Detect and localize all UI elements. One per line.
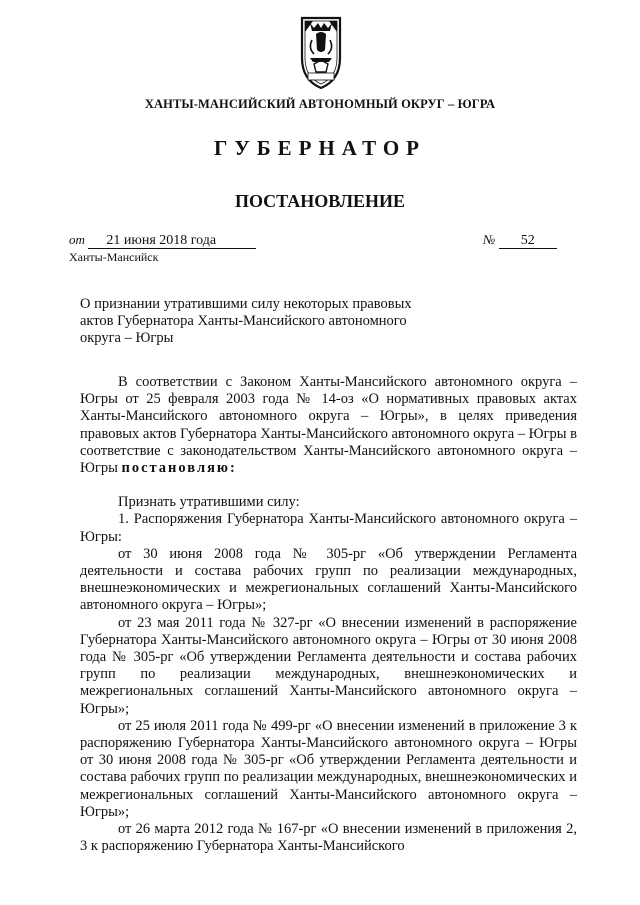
document-date: 21 июня 2018 года — [88, 234, 256, 249]
number-line — [483, 232, 557, 249]
resolve-suffix: : — [230, 460, 237, 477]
document-body — [80, 374, 577, 855]
document-subject: О признании утратившими силу некоторых правовых актов Губернатора Ханты-Мансийского автономного округа – Югры — [80, 296, 412, 346]
act-item: от 30 июня 2008 года № 305-рг «Об утверждении Регламента деятельности и состава рабочих групп по реализации международных, внешнеэкономических и межрегиональных соглашений Ханты-Мансийского автономного округа – Югры»; — [80, 545, 577, 614]
region-name: ХАНТЫ-МАНСИЙСКИЙ АВТОНОМНЫЙ ОКРУГ – ЮГРА — [144, 97, 496, 111]
number-prefix: № — [483, 232, 496, 247]
act-item: от 25 июля 2011 года № 499-рг «О внесении изменений в приложение 3 к распоряжению Губернатора Ханты-Мансийского автономного округа – Югры от 30 июня 2008 года № 305-рг «Об утверждении Регламента деятельности и состава рабочих групп по реализации международных, внешнеэкономических и межрегиональных соглашений Ханты-Мансийского автономного округа – Югры»; — [80, 717, 577, 820]
act-item: от 26 марта 2012 года № 167-рг «О внесении изменений в приложения 2, 3 к распоряжению Губернатора Ханты-Мансийского — [80, 821, 577, 855]
city-name: Ханты-Мансийск — [69, 250, 159, 264]
preamble-text: В соответствии с Законом Ханты-Мансийского автономного округа – Югры от 25 февраля 2003 года № 14-оз «О нормативных правовых актах Ханты-Мансийского автономного округа – Югры», в целях приведения правовых актов Губернатора Ханты-Мансийского автономного округа – Югры в соответствие с законодательством Ханты-Мансийского автономного округа – Югры — [80, 374, 577, 477]
resolve-word: постановляю — [121, 460, 231, 477]
paragraph-gap — [80, 477, 577, 494]
item-1-paragraph: 1. Распоряжения Губернатора Ханты-Мансийского автономного округа – Югры: — [80, 511, 577, 545]
date-line — [69, 232, 256, 249]
act-item: от 23 мая 2011 года № 327-рг «О внесении изменений в распоряжение Губернатора Ханты-Мансийского автономного округа – Югры от 30 июня 2008 года № 305-рг «Об утверждении Регламента деятельности и состава рабочих групп по реализации международных, внешнеэкономических и межрегиональных соглашений Ханты-Мансийского автономного округа – Югры»; — [80, 614, 577, 717]
document-number: 52 — [499, 234, 557, 249]
coat-of-arms-icon — [296, 14, 346, 92]
preamble-paragraph — [80, 374, 577, 477]
coat-of-arms-emblem — [296, 14, 346, 92]
document-type: ПОСТАНОВЛЕНИЕ — [234, 191, 406, 211]
date-prefix: от — [69, 232, 85, 247]
authority-title: ГУБЕРНАТОР — [213, 136, 427, 160]
recognize-paragraph: Признать утратившими силу: — [118, 494, 300, 511]
